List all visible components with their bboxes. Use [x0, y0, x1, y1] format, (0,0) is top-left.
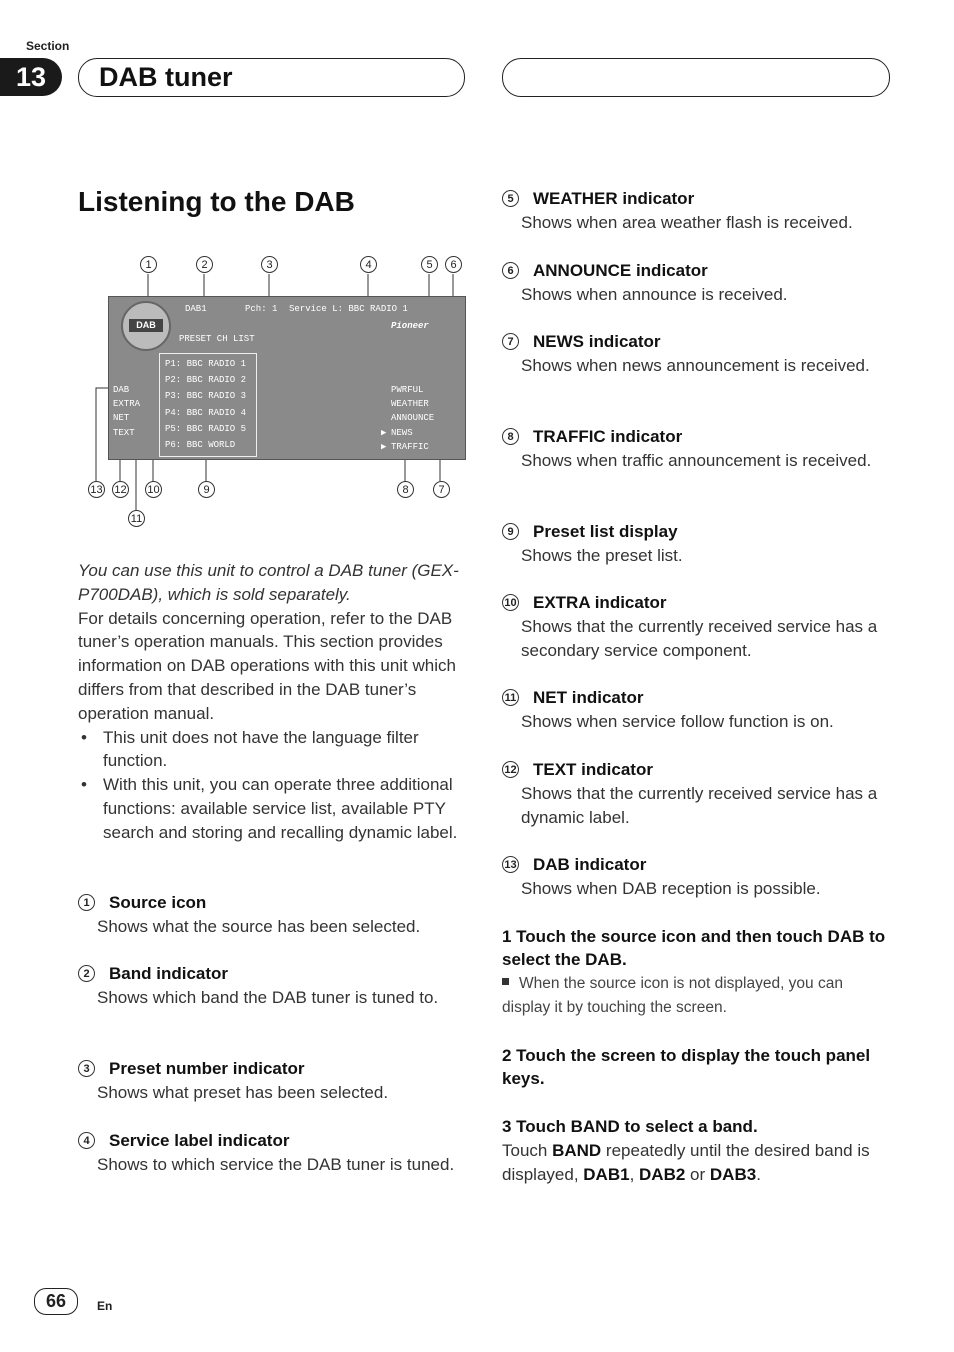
entry-desc: Shows which band the DAB tuner is tuned to. [97, 988, 439, 1007]
text-run: . [756, 1164, 761, 1184]
section-number-badge: 13 [0, 58, 62, 96]
entry-desc: Shows when announce is received. [521, 285, 788, 304]
entry-number: 1 [78, 894, 95, 911]
entry-title: TRAFFIC indicator [533, 427, 683, 446]
entry-extra [502, 591, 888, 663]
indicator-dab: DAB [113, 385, 130, 395]
entry-band-indicator [78, 962, 464, 1010]
entry-title: Preset number indicator [109, 1059, 305, 1078]
entry-title: Preset list display [533, 522, 678, 541]
entry-number: 5 [502, 190, 519, 207]
entry-number: 2 [78, 965, 95, 982]
text-run: or [685, 1164, 710, 1184]
entry-number: 10 [502, 594, 519, 611]
callout-3: 3 [261, 256, 278, 273]
entry-desc: Shows when area weather flash is received. [521, 213, 853, 232]
entry-dab [502, 853, 888, 901]
dab1-keyword: DAB1 [583, 1164, 630, 1184]
indicator-net: NET [113, 413, 130, 423]
entry-desc: Shows that the currently received service has a secondary service component. [521, 617, 878, 660]
dab-screen [108, 296, 466, 460]
step-3: 3 Touch BAND to select a band. [502, 1117, 758, 1136]
preset-item[interactable]: P5: BBC RADIO 5 [165, 424, 247, 434]
intro-body: For details concerning operation, refer to the DAB tuner’s operation manuals. This section provides information on DAB operations with this unit which differs from that described in the DAB tuner’s operation manual. [78, 608, 456, 723]
intro [78, 559, 464, 845]
bullet-item: • With this unit, you can operate three additional functions: available service list, available PTY search and storing and recalling dynamic label. [103, 773, 464, 844]
text-run: , [629, 1164, 640, 1184]
entry-title: NET indicator [533, 688, 644, 707]
entry-title: ANNOUNCE indicator [533, 261, 708, 280]
entry-desc: Shows when service follow function is on. [521, 712, 834, 731]
step-1-note [502, 972, 888, 1020]
callout-10: 10 [145, 481, 162, 498]
indicator-text: TEXT [113, 428, 135, 438]
callout-1: 1 [140, 256, 157, 273]
preset-item[interactable]: P6: BBC WORLD [165, 440, 236, 450]
bullet-item: • This unit does not have the language filter function. [103, 726, 464, 774]
callout-6: 6 [445, 256, 462, 273]
entry-news [502, 330, 888, 378]
entry-announce [502, 259, 888, 307]
callout-8: 8 [397, 481, 414, 498]
entry-desc: Shows when news announcement is received. [521, 356, 870, 375]
section-label: Section [26, 39, 70, 53]
note-square-icon [502, 978, 509, 985]
preset-item[interactable]: P3: BBC RADIO 3 [165, 391, 247, 401]
indicator-pwrful: PWRFUL [391, 385, 424, 395]
callout-13: 13 [88, 481, 105, 498]
entry-service-label [78, 1129, 464, 1177]
entry-desc: Shows what preset has been selected. [97, 1083, 389, 1102]
callout-2: 2 [196, 256, 213, 273]
entry-number: 11 [502, 689, 519, 706]
text-run: Touch [502, 1141, 553, 1160]
entry-title: EXTRA indicator [533, 593, 667, 612]
step-1-note-text: When the source icon is not displayed, you can display it by touching the screen. [502, 975, 843, 1016]
indicator-extra: EXTRA [113, 399, 141, 409]
entry-desc: Shows what the source has been selected. [97, 917, 421, 936]
text-run: repeatedly until the desired band is displayed, [502, 1141, 870, 1184]
entry-title: TEXT indicator [533, 760, 653, 779]
source-icon-label: DAB [129, 319, 163, 332]
screen-band: DAB1 [185, 304, 207, 314]
entry-source-icon [78, 891, 464, 939]
step-1: 1 Touch the source icon and then touch DAB to select the DAB. [502, 927, 886, 969]
indicator-weather: WEATHER [391, 399, 429, 409]
arrow-icon: ▶ [381, 428, 387, 438]
entry-number: 13 [502, 856, 519, 873]
callout-11: 11 [128, 510, 145, 527]
entry-traffic [502, 425, 888, 473]
entry-desc: Shows to which service the DAB tuner is tuned. [97, 1155, 455, 1174]
callout-7: 7 [433, 481, 450, 498]
entry-title: NEWS indicator [533, 332, 661, 351]
entry-number: 9 [502, 523, 519, 540]
entry-number: 8 [502, 428, 519, 445]
entry-desc: Shows that the currently received service has a dynamic label. [521, 784, 878, 827]
callout-4: 4 [360, 256, 377, 273]
step-3-body [502, 1139, 888, 1187]
entry-number: 6 [502, 262, 519, 279]
entry-desc: Shows when traffic announcement is received. [521, 451, 872, 470]
indicator-announce: ANNOUNCE [391, 413, 435, 423]
entry-preset-list [502, 520, 888, 568]
dab2-keyword: DAB2 [639, 1164, 686, 1184]
screen-service-label: Service L: BBC RADIO 1 [289, 304, 408, 314]
entry-weather [502, 187, 888, 235]
entry-title: DAB indicator [533, 855, 647, 874]
indicator-traffic: TRAFFIC [391, 442, 429, 452]
dab3-keyword: DAB3 [709, 1164, 757, 1184]
preset-item[interactable]: P1: BBC RADIO 1 [165, 359, 247, 369]
entry-number: 4 [78, 1132, 95, 1149]
band-keyword: BAND [552, 1141, 602, 1160]
indicator-news: NEWS [391, 428, 413, 438]
header-title-box [78, 58, 465, 97]
intro-italic: You can use this unit to control a DAB tuner (GEX-P700DAB), which is sold separately. [78, 561, 459, 604]
preset-list [159, 353, 257, 457]
arrow-icon: ▶ [381, 442, 387, 452]
entry-preset-number [78, 1057, 464, 1105]
entry-text [502, 758, 888, 830]
step-2: 2 Touch the screen to display the touch panel keys. [502, 1046, 871, 1088]
callout-5: 5 [421, 256, 438, 273]
preset-item[interactable]: P2: BBC RADIO 2 [165, 375, 247, 385]
page-title: Listening to the DAB [78, 186, 355, 217]
source-icon[interactable] [121, 301, 171, 351]
preset-item[interactable]: P4: BBC RADIO 4 [165, 408, 247, 418]
entry-number: 12 [502, 761, 519, 778]
intro-bullets [78, 726, 464, 845]
page-number: 66 [34, 1288, 78, 1315]
entry-title: Source icon [109, 893, 207, 912]
screen-brand-logo: Pioneer [391, 321, 429, 331]
header-title: DAB tuner [99, 62, 233, 92]
entry-title: Service label indicator [109, 1131, 290, 1150]
entry-title: WEATHER indicator [533, 189, 695, 208]
entry-title: Band indicator [109, 964, 229, 983]
screen-pch: Pch: 1 [245, 304, 278, 314]
callout-9: 9 [198, 481, 215, 498]
callout-12: 12 [112, 481, 129, 498]
header-empty-box [502, 58, 890, 97]
entry-number: 7 [502, 333, 519, 350]
entry-number: 3 [78, 1060, 95, 1077]
screen-preset-header: PRESET CH LIST [179, 334, 255, 344]
entry-desc: Shows when DAB reception is possible. [521, 879, 821, 898]
entry-net [502, 686, 888, 734]
entry-desc: Shows the preset list. [521, 546, 683, 565]
language-label: En [97, 1299, 113, 1313]
